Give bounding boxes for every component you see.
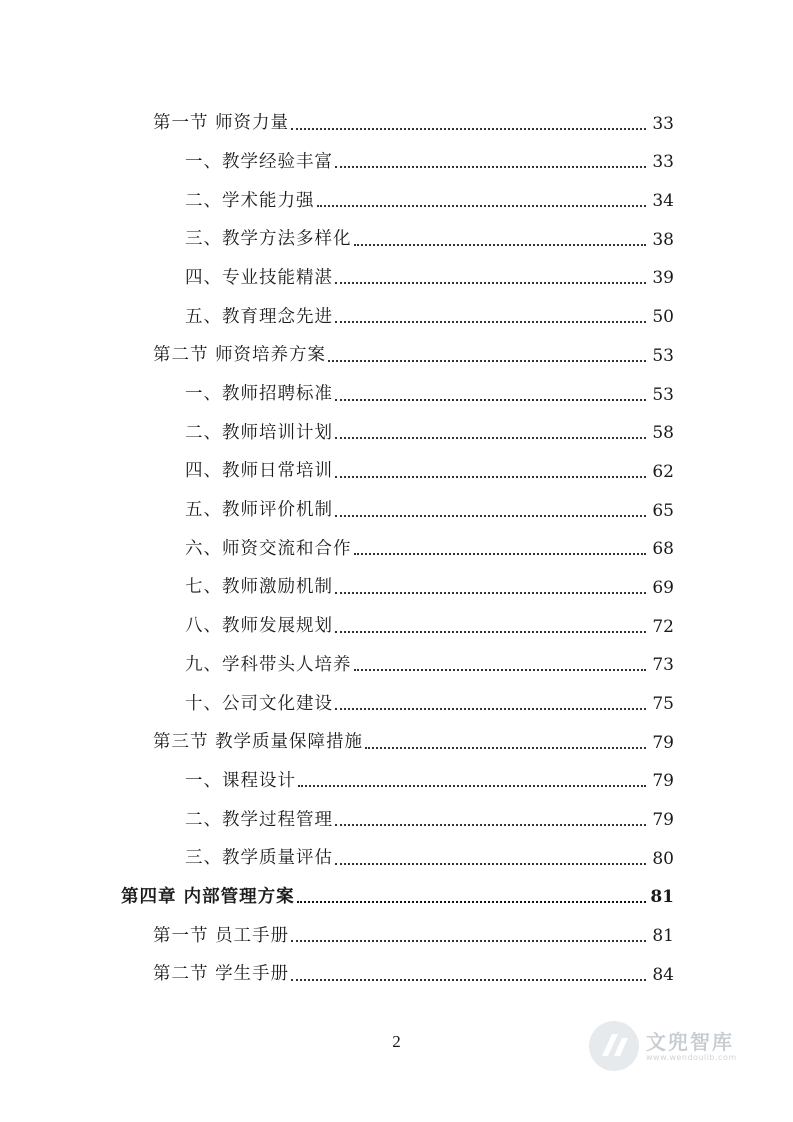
toc-entry-title: 第二节 学生手册 — [153, 964, 290, 985]
toc-entry-page: 79 — [652, 810, 674, 831]
toc-entry-title: 一、教师招聘标准 — [185, 384, 333, 404]
toc-leader-dots — [354, 553, 647, 555]
toc-entry-title: 七、教师激励机制 — [185, 577, 333, 598]
toc-entry[interactable] — [0, 797, 793, 836]
watermark — [586, 1018, 766, 1074]
toc-entry-page: 33 — [652, 152, 674, 173]
toc-leader-dots — [328, 360, 646, 362]
watermark-name: 文兜智库 — [646, 1029, 734, 1054]
toc-entry[interactable] — [0, 488, 793, 527]
toc-entry[interactable] — [0, 527, 793, 566]
toc-entry-title: 四、专业技能精湛 — [185, 267, 333, 288]
toc-entry[interactable] — [0, 101, 793, 140]
toc-entry-title: 一、课程设计 — [185, 770, 296, 791]
toc-entry-page: 79 — [652, 732, 674, 753]
toc-leader-dots — [354, 669, 647, 671]
toc-entry-title: 三、教学方法多样化 — [185, 229, 352, 250]
toc-leader-dots — [335, 321, 646, 323]
toc-entry-title: 三、教学质量评估 — [185, 848, 333, 869]
toc-entry-page: 53 — [652, 345, 674, 366]
toc-leader-dots — [335, 437, 646, 439]
toc-entry[interactable] — [0, 217, 793, 256]
toc-leader-dots — [335, 631, 646, 633]
toc-entry-title: 第一节 师资力量 — [153, 113, 290, 134]
toc-entry-title: 十、公司文化建设 — [185, 693, 333, 714]
toc-entry[interactable] — [0, 681, 793, 720]
toc-entry-page: 72 — [652, 616, 674, 637]
toc-entry[interactable] — [0, 720, 793, 759]
toc-entry-title: 一、教学经验丰富 — [185, 151, 333, 172]
toc-leader-dots — [335, 863, 646, 865]
toc-entry-title: 四、教师日常培训 — [185, 461, 333, 482]
toc-entry-page: 69 — [652, 577, 674, 598]
toc-entry-page: 39 — [652, 268, 674, 289]
toc-entry[interactable] — [0, 759, 793, 798]
toc-entry-page: 81 — [650, 887, 674, 908]
toc-leader-dots — [335, 515, 646, 517]
toc-leader-dots — [317, 205, 647, 207]
toc-entry-page: 80 — [652, 848, 674, 869]
toc-leader-dots — [291, 128, 646, 130]
toc-entry[interactable] — [0, 449, 793, 488]
toc-entry-title: 八、教师发展规划 — [185, 616, 333, 637]
toc-entry-page: 65 — [652, 500, 674, 521]
toc-leader-dots — [291, 940, 646, 942]
toc-entry-page: 33 — [652, 113, 674, 134]
toc-entry-title: 六、师资交流和合作 — [185, 538, 352, 559]
toc-entry[interactable] — [0, 875, 793, 914]
toc-entry-title: 二、教师培训计划 — [185, 422, 333, 443]
toc-entry-page: 84 — [652, 964, 674, 985]
toc-leader-dots — [291, 979, 646, 981]
toc-leader-dots — [335, 399, 646, 401]
toc-entry-title: 九、学科带头人培养 — [185, 654, 352, 675]
toc-entry-page: 81 — [652, 926, 674, 947]
watermark-url: www.wendoulib.com — [646, 1052, 737, 1062]
toc-entry-title: 第三节 教学质量保障措施 — [153, 732, 364, 753]
toc-entry[interactable] — [0, 836, 793, 875]
toc-entry[interactable] — [0, 604, 793, 643]
toc-entry-title: 二、教学过程管理 — [185, 809, 333, 830]
toc-entry[interactable] — [0, 913, 793, 952]
toc-entry-page: 53 — [652, 384, 674, 405]
logo-icon — [586, 1018, 642, 1074]
toc-leader-dots — [298, 785, 646, 787]
toc-leader-dots — [335, 476, 646, 478]
table-of-contents — [0, 101, 793, 991]
toc-entry-page: 58 — [652, 423, 674, 444]
toc-entry-title: 五、教育理念先进 — [185, 306, 333, 327]
toc-leader-dots — [297, 901, 646, 903]
toc-entry-title: 第二节 师资培养方案 — [153, 345, 327, 366]
toc-entry[interactable] — [0, 294, 793, 333]
toc-leader-dots — [365, 747, 646, 749]
toc-entry[interactable] — [0, 952, 793, 991]
page-number: 2 — [392, 1032, 401, 1051]
toc-entry[interactable] — [0, 643, 793, 682]
toc-leader-dots — [335, 824, 646, 826]
toc-entry-page: 79 — [652, 771, 674, 792]
toc-leader-dots — [335, 282, 646, 284]
toc-entry-title: 第四章 内部管理方案 — [121, 886, 295, 907]
toc-entry[interactable] — [0, 411, 793, 450]
toc-entry-page: 34 — [652, 191, 674, 212]
toc-leader-dots — [335, 708, 646, 710]
toc-leader-dots — [335, 166, 646, 168]
toc-leader-dots — [335, 592, 646, 594]
toc-entry[interactable] — [0, 333, 793, 372]
toc-entry-page: 62 — [652, 461, 674, 482]
toc-entry[interactable] — [0, 565, 793, 604]
toc-entry-page: 73 — [652, 655, 674, 676]
toc-entry-title: 第一节 员工手册 — [153, 925, 290, 946]
toc-entry-page: 50 — [652, 307, 674, 328]
toc-entry[interactable] — [0, 178, 793, 217]
toc-entry[interactable] — [0, 140, 793, 179]
toc-entry-page: 38 — [652, 229, 674, 250]
toc-entry-page: 68 — [652, 539, 674, 560]
toc-entry-title: 五、教师评价机制 — [185, 500, 333, 521]
toc-entry-title: 二、学术能力强 — [185, 190, 315, 211]
toc-entry[interactable] — [0, 256, 793, 295]
toc-entry-page: 75 — [652, 694, 674, 714]
toc-entry[interactable] — [0, 372, 793, 411]
toc-leader-dots — [354, 244, 647, 246]
